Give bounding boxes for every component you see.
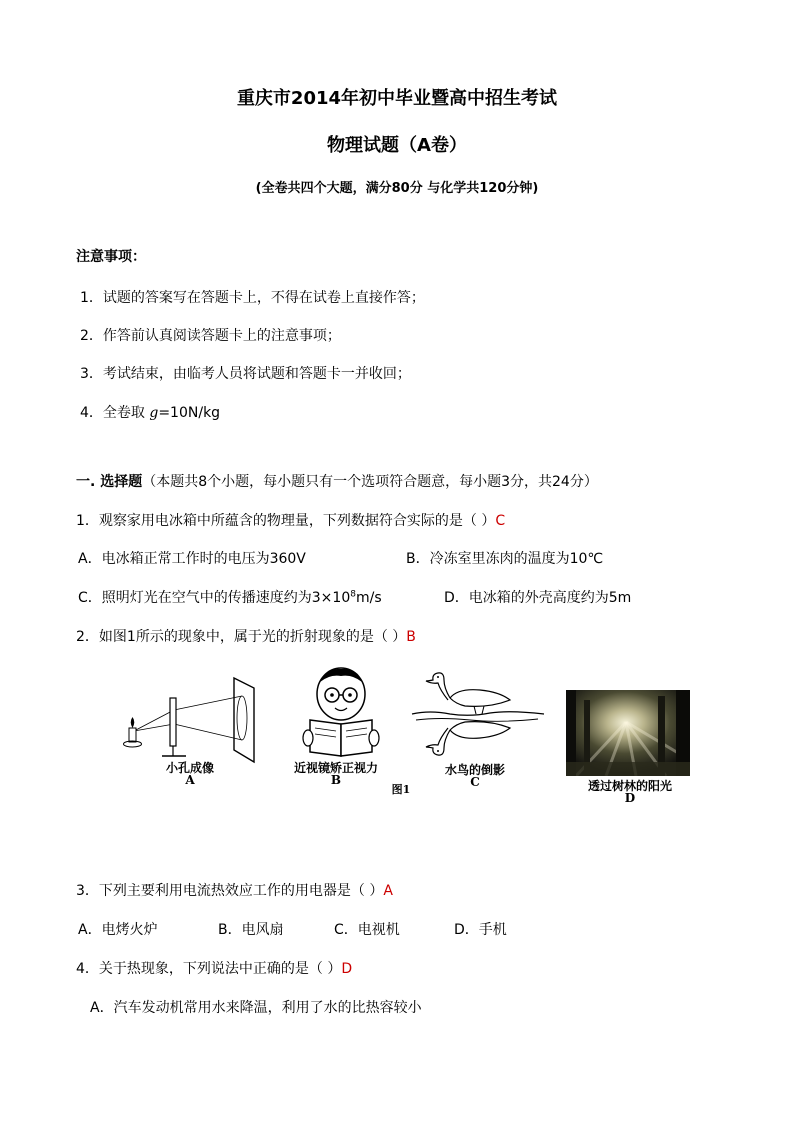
figure-c-caption: 水鸟的倒影 <box>444 763 505 777</box>
q2-answer: B <box>406 629 416 645</box>
notice-item-3: 3．考试结束，由临考人员将试题和答题卡一并收回； <box>80 366 411 382</box>
notice-item-4-suffix: =10N/kg <box>158 405 221 421</box>
q1-option-c-post: m/s <box>355 590 382 606</box>
notice-item-2: 2．作答前认真阅读答题卡上的注意事项； <box>80 328 341 344</box>
figure-a-pinhole-illustration <box>118 676 258 764</box>
q3-option-c: C．电视机 <box>334 922 400 938</box>
q1-option-c <box>78 587 382 607</box>
q1-option-b: B．冷冻室里冻肉的温度为10℃ <box>406 551 604 567</box>
q2-stem-line <box>76 626 416 646</box>
q3-stem: 3．下列主要利用电流热效应工作的用电器是（ ） <box>76 883 384 899</box>
figure-a-letter: A <box>185 773 195 787</box>
q4-stem: 4．关于热现象，下列说法中正确的是（ ） <box>76 961 342 977</box>
q1-option-d: D．电冰箱的外壳高度约为5m <box>444 590 632 606</box>
section-1-heading: 一. 选择题 <box>76 474 143 490</box>
notice-item-4-var: g <box>149 405 159 421</box>
q1-option-a: A．电冰箱正常工作时的电压为360V <box>78 551 306 567</box>
exam-subtitle: 物理试题（A卷） <box>327 135 467 156</box>
q4-stem-line <box>76 958 352 978</box>
q1-answer: C <box>495 513 506 529</box>
notice-heading: 注意事项： <box>76 249 146 265</box>
figure-d-letter: D <box>624 791 636 805</box>
q2-stem: 2．如图1所示的现象中，属于光的折射现象的是（ ） <box>76 629 407 645</box>
figure-1-label: 图1 <box>391 783 411 796</box>
q3-option-d: D．手机 <box>454 922 507 938</box>
q1-option-c-pre: C．照明灯光在空气中的传播速度约为3×10 <box>78 590 351 606</box>
q1-stem-line <box>76 510 505 530</box>
figure-b-letter: B <box>330 773 342 787</box>
section-1-header <box>76 471 598 491</box>
figure-a-caption: 小孔成像 <box>165 761 214 775</box>
q4-option-a: A．汽车发动机常用水来降温，利用了水的比热容较小 <box>90 1000 422 1016</box>
q1-stem: 1．观察家用电冰箱中所蕴含的物理量，下列数据符合实际的是（ ） <box>76 513 496 529</box>
q3-stem-line <box>76 880 393 900</box>
exam-title: 重庆市2014年初中毕业暨高中招生考试 <box>236 88 558 109</box>
q3-answer: A <box>383 883 393 899</box>
notice-item-4 <box>80 402 220 422</box>
figure-d-caption: 透过树林的阳光 <box>587 779 672 793</box>
q3-option-b: B．电风扇 <box>218 922 284 938</box>
figure-d-forest-sunlight-photo <box>566 690 690 776</box>
figure-b-reading-boy-illustration <box>300 664 382 758</box>
figure-c-bird-reflection-illustration <box>410 668 546 760</box>
exam-note: (全卷共四个大题，满分80分 与化学共120分钟) <box>255 181 539 196</box>
q1-option-c-sup: 8 <box>350 589 356 600</box>
section-1-desc: （本题共8个小题，每小题只有一个选项符合题意，每小题3分，共24分） <box>142 474 598 490</box>
notice-item-1: 1．试题的答案写在答题卡上，不得在试卷上直接作答； <box>80 290 425 306</box>
notice-item-4-prefix: 4．全卷取 <box>80 405 150 421</box>
q4-answer: D <box>341 961 353 977</box>
figure-b-caption: 近视镜矫正视力 <box>293 761 378 775</box>
figure-c-letter: C <box>470 775 480 789</box>
q3-option-a: A．电烤火炉 <box>78 922 158 938</box>
